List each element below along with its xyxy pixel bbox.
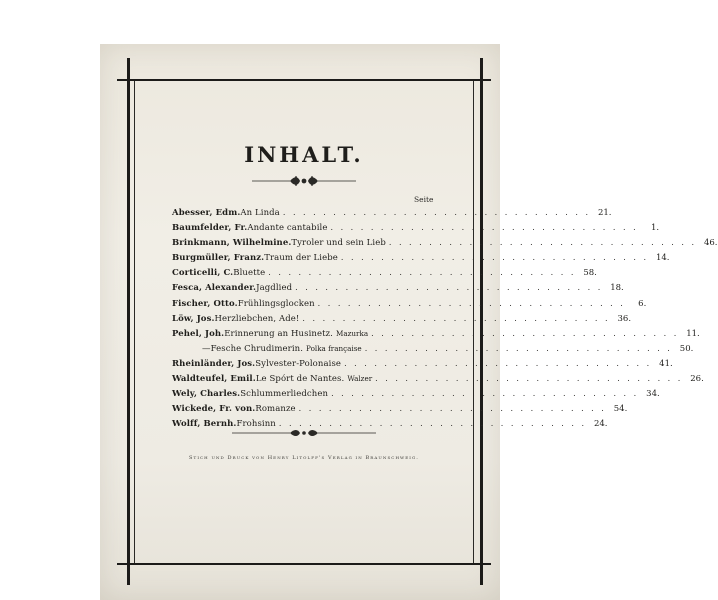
- toc-piece: Sylvester-Polonaise: [255, 358, 342, 369]
- toc-page-number: 6.: [638, 298, 647, 309]
- leader-dots: . . . . . . . . . . . . . . . . . . . . . . . . . . . . . . .: [375, 374, 683, 384]
- leader-dots: . . . . . . . . . . . . . . . . . . . . . . . . . . . . . . .: [371, 328, 679, 338]
- leader-dots: . . . . . . . . . . . . . . . . . . . . . . . . . . . . . . .: [295, 283, 603, 293]
- leader-dots: . . . . . . . . . . . . . . . . . . . . . . . . . . . . . . .: [388, 238, 697, 248]
- seite-label: Seite: [414, 195, 434, 204]
- toc-piece: Erinnerung an Husinetz.: [224, 328, 333, 339]
- toc-piece: Herzliebchen, Ade!: [214, 313, 300, 324]
- toc-page-number: 24.: [593, 419, 608, 430]
- toc-piece: Romanze: [255, 404, 296, 415]
- toc-composer: Brinkmann, Wilhelmine.: [172, 238, 292, 249]
- toc-piece: Traum der Liebe: [264, 253, 338, 264]
- leader-dots: . . . . . . . . . . . . . . . . . . . . . . . . . . . . . . .: [302, 313, 611, 323]
- toc-row: [172, 311, 632, 326]
- toc-page-number: 41.: [659, 358, 673, 369]
- toc-piece: Fesche Chrudimerin.: [210, 343, 304, 354]
- leader-dots: . . . . . . . . . . . . . . . . . . . . . . . . . . . . . . .: [298, 404, 607, 414]
- bottom-ornament: [232, 428, 376, 438]
- toc-composer: Wely, Charles.: [172, 389, 241, 400]
- toc-composer: Wickede, Fr. von.: [172, 404, 256, 415]
- leader-dots: . . . . . . . . . . . . . . . . . . . . . . . . . . . . . . .: [331, 389, 639, 399]
- toc-composer: Rheinländer, Jos.: [172, 358, 256, 369]
- toc-piece: Andante cantabile: [247, 223, 328, 234]
- toc-page-number: 34.: [646, 389, 660, 400]
- leader-dots: . . . . . . . . . . . . . . . . . . . . . . . . . . . . . . .: [344, 358, 652, 368]
- toc-page-number: 18.: [610, 283, 624, 294]
- toc-piece: Schlummerliedchen: [240, 389, 329, 400]
- toc-composer: Fischer, Otto.: [172, 298, 238, 309]
- toc-row: [172, 356, 673, 371]
- toc-dance-type: Mazurka: [335, 328, 369, 338]
- corner-tick-bottom-right: [480, 563, 483, 585]
- leader-dots: . . . . . . . . . . . . . . . . . . . . . . . . . . . . . . .: [340, 253, 649, 263]
- title-ornament: [252, 174, 356, 188]
- table-of-contents: [172, 205, 718, 431]
- toc-row: [172, 371, 704, 386]
- toc-composer: Corticelli, C.: [172, 268, 234, 279]
- toc-composer: Löw, Jos.: [172, 313, 215, 324]
- toc-row: [172, 280, 624, 295]
- toc-piece: Bluette: [233, 268, 266, 279]
- toc-row: [172, 205, 612, 220]
- leader-dots: . . . . . . . . . . . . . . . . . . . . . . . . . . . . . . .: [330, 223, 639, 233]
- toc-row: [172, 265, 597, 280]
- top-rule: [117, 79, 491, 81]
- toc-row: [172, 341, 694, 356]
- toc-dance-type: Polka française: [306, 343, 362, 353]
- corner-tick-top-right: [480, 58, 483, 80]
- leader-dots: . . . . . . . . . . . . . . . . . . . . . . . . . . . . . . .: [364, 343, 673, 353]
- toc-piece: Tyroler und sein Lieb: [291, 238, 386, 249]
- toc-composer: Wolff, Bernh.: [172, 419, 237, 430]
- toc-row: [172, 386, 660, 401]
- toc-composer: —: [202, 343, 211, 354]
- toc-page-number: 36.: [617, 313, 632, 324]
- toc-composer: Burgmüller, Franz.: [172, 253, 265, 264]
- printer-imprint: Stich und Druck von Henry Litolff's Verlag in Braunschweig.: [189, 455, 419, 461]
- toc-row: [172, 326, 700, 341]
- toc-page-number: 54.: [613, 404, 628, 415]
- corner-tick-bottom-left: [127, 563, 130, 585]
- toc-row: [172, 401, 628, 416]
- toc-row: [172, 220, 660, 235]
- bottom-rule: [117, 563, 491, 565]
- toc-composer: Baumfelder, Fr.: [172, 223, 248, 234]
- toc-piece: Le Spórt de Nantes.: [255, 374, 345, 385]
- toc-page-number: 11.: [686, 328, 700, 339]
- leader-dots: . . . . . . . . . . . . . . . . . . . . . . . . . . . . . . .: [317, 298, 626, 308]
- toc-page-number: 58.: [583, 268, 597, 279]
- toc-page-number: 46.: [703, 238, 718, 249]
- corner-tick-top-left: [127, 58, 130, 80]
- leader-dots: . . . . . . . . . . . . . . . . . . . . . . . . . . . . . . .: [282, 208, 591, 217]
- toc-row: [172, 250, 670, 265]
- toc-composer: Abesser, Edm.: [172, 208, 241, 218]
- toc-composer: Fesca, Alexander.: [172, 283, 257, 294]
- toc-page-number: 50.: [679, 343, 694, 354]
- toc-page-number: 26.: [690, 374, 704, 385]
- toc-page-number: 14.: [655, 253, 670, 264]
- leader-dots: . . . . . . . . . . . . . . . . . . . . . . . . . . . . . . .: [278, 419, 587, 429]
- page-title: INHALT.: [244, 142, 364, 167]
- toc-page-number: 1.: [650, 223, 660, 234]
- toc-composer: Pehel, Joh.: [172, 328, 225, 339]
- toc-page-number: 21.: [597, 208, 612, 218]
- leader-dots: . . . . . . . . . . . . . . . . . . . . . . . . . . . . . . .: [268, 268, 576, 278]
- toc-composer: Waldteufel, Emil.: [172, 374, 256, 385]
- toc-row: [172, 296, 647, 311]
- toc-dance-type: Walzer: [347, 374, 373, 384]
- toc-piece: Jagdlied: [256, 283, 293, 294]
- toc-piece: Frühlingsglocken: [237, 298, 315, 309]
- toc-row: [172, 235, 718, 250]
- toc-piece: An Linda: [240, 208, 280, 218]
- toc-piece: Frohsinn: [236, 419, 276, 430]
